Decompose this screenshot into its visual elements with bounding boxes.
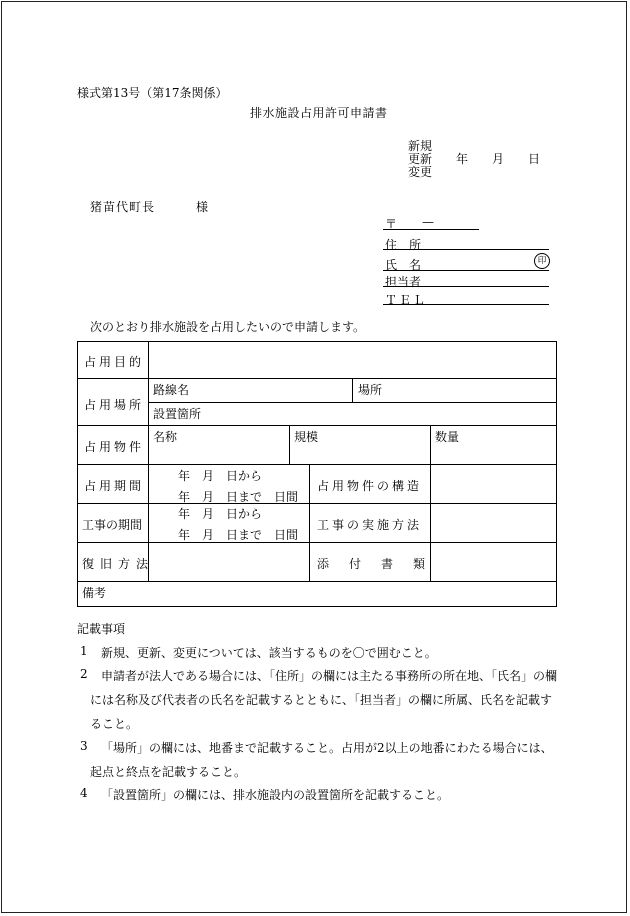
work-method-label: 工事の実施方法 — [317, 518, 423, 532]
place-label: 場所 — [358, 383, 383, 397]
type-new: 新規 — [408, 139, 433, 153]
note-3-number: 3 — [80, 739, 88, 753]
seal-mark: 印 — [534, 253, 550, 269]
note-1-number: 1 — [80, 644, 88, 658]
form-title: 排水施設占用許可申請書 — [250, 106, 388, 120]
object-scale-label: 規模 — [294, 430, 319, 444]
period-from: 年 月 日から — [178, 469, 263, 483]
address-line — [383, 249, 549, 250]
work-period-label: 工事の期間 — [82, 518, 143, 532]
notes-heading: 記載事項 — [77, 622, 126, 636]
name-scale-divider — [289, 425, 290, 464]
note-2-number: 2 — [80, 667, 88, 681]
restoration-label: 復旧方法 — [82, 557, 155, 571]
name-line — [383, 270, 549, 271]
table-border-right — [556, 341, 557, 607]
purpose-label: 占用目的 — [84, 355, 145, 369]
row-line-1 — [77, 378, 557, 379]
contact-line — [383, 286, 549, 287]
location-label: 占用場所 — [84, 398, 145, 412]
note-2-line-2: には名称及び代表者の氏名を記載するとともに、「担当者」の欄に所属、氏名を記載す — [90, 693, 553, 707]
intro-text: 次のとおり排水施設を占用したいので申請します。 — [90, 320, 366, 334]
row-line-6 — [77, 581, 557, 582]
work-from: 年 月 日から — [178, 507, 263, 521]
note-4-line-1: 「設置箇所」の欄には、排水施設内の設置箇所を記載すること。 — [101, 788, 450, 802]
addressee-name: 猪苗代町長 — [90, 200, 156, 214]
table-border-top — [77, 341, 557, 342]
address-label: 住 所 — [385, 238, 422, 252]
attachments-char-1: 添 — [317, 557, 330, 571]
object-name-label: 名称 — [153, 430, 178, 444]
mid-column-line — [309, 464, 310, 581]
type-renew: 更新 — [408, 152, 433, 166]
date-day: 日 — [528, 152, 541, 166]
postal-dash: — — [422, 215, 434, 229]
table-border-bottom — [77, 606, 557, 607]
attachments-char-3: 書 — [380, 557, 393, 571]
label-column-line — [148, 341, 149, 581]
work-to: 年 月 日まで 日間 — [178, 528, 299, 542]
attachments-char-2: 付 — [348, 557, 361, 571]
note-1-line-1: 新規、更新、変更については、該当するものを〇で囲むこと。 — [101, 646, 437, 660]
date-year: 年 — [456, 152, 469, 166]
date-month: 月 — [492, 152, 505, 166]
period-to: 年 月 日まで 日間 — [178, 490, 299, 504]
structure-label: 占用物件の構造 — [317, 479, 423, 493]
scale-quantity-divider — [430, 425, 431, 464]
tel-label: ＴＥＬ — [385, 293, 428, 307]
install-location-label: 設置箇所 — [153, 407, 202, 421]
row-line-5 — [77, 542, 557, 543]
postal-line — [383, 229, 479, 230]
remarks-label: 備考 — [82, 586, 107, 600]
period-label: 占用期間 — [84, 479, 145, 493]
note-3-line-2: 起点と終点を記載すること。 — [90, 765, 247, 779]
route-place-divider — [352, 378, 353, 402]
type-change: 変更 — [408, 165, 433, 179]
row-line-3 — [77, 464, 557, 465]
addressee-honorific: 様 — [196, 200, 209, 214]
object-quantity-label: 数量 — [435, 430, 460, 444]
row-line-2 — [77, 425, 557, 426]
form-number: 様式第13号（第17条関係） — [77, 86, 228, 100]
attachments-char-4: 類 — [412, 557, 425, 571]
contact-label: 担当者 — [385, 275, 422, 289]
table-border-left — [77, 341, 78, 607]
tel-line — [383, 304, 549, 305]
object-label: 占用物件 — [84, 440, 145, 454]
application-table — [77, 341, 557, 607]
name-label: 氏 名 — [385, 258, 422, 272]
row-line-location-split — [148, 402, 557, 403]
note-3-line-1: 「場所」の欄には、地番まで記載すること。占用が2以上の地番にわたる場合には、 — [101, 741, 553, 755]
postal-mark: 〒 — [385, 217, 398, 231]
row-line-4 — [77, 503, 557, 504]
attachments-label — [317, 555, 425, 572]
note-2-line-1: 申請者が法人である場合には、「住所」の欄には主たる事務所の所在地、「氏名」の欄 — [101, 669, 558, 683]
route-name-label: 路線名 — [153, 383, 190, 397]
note-2-line-3: ること。 — [90, 717, 139, 731]
right-column-line — [430, 464, 431, 581]
note-4-number: 4 — [80, 786, 88, 800]
